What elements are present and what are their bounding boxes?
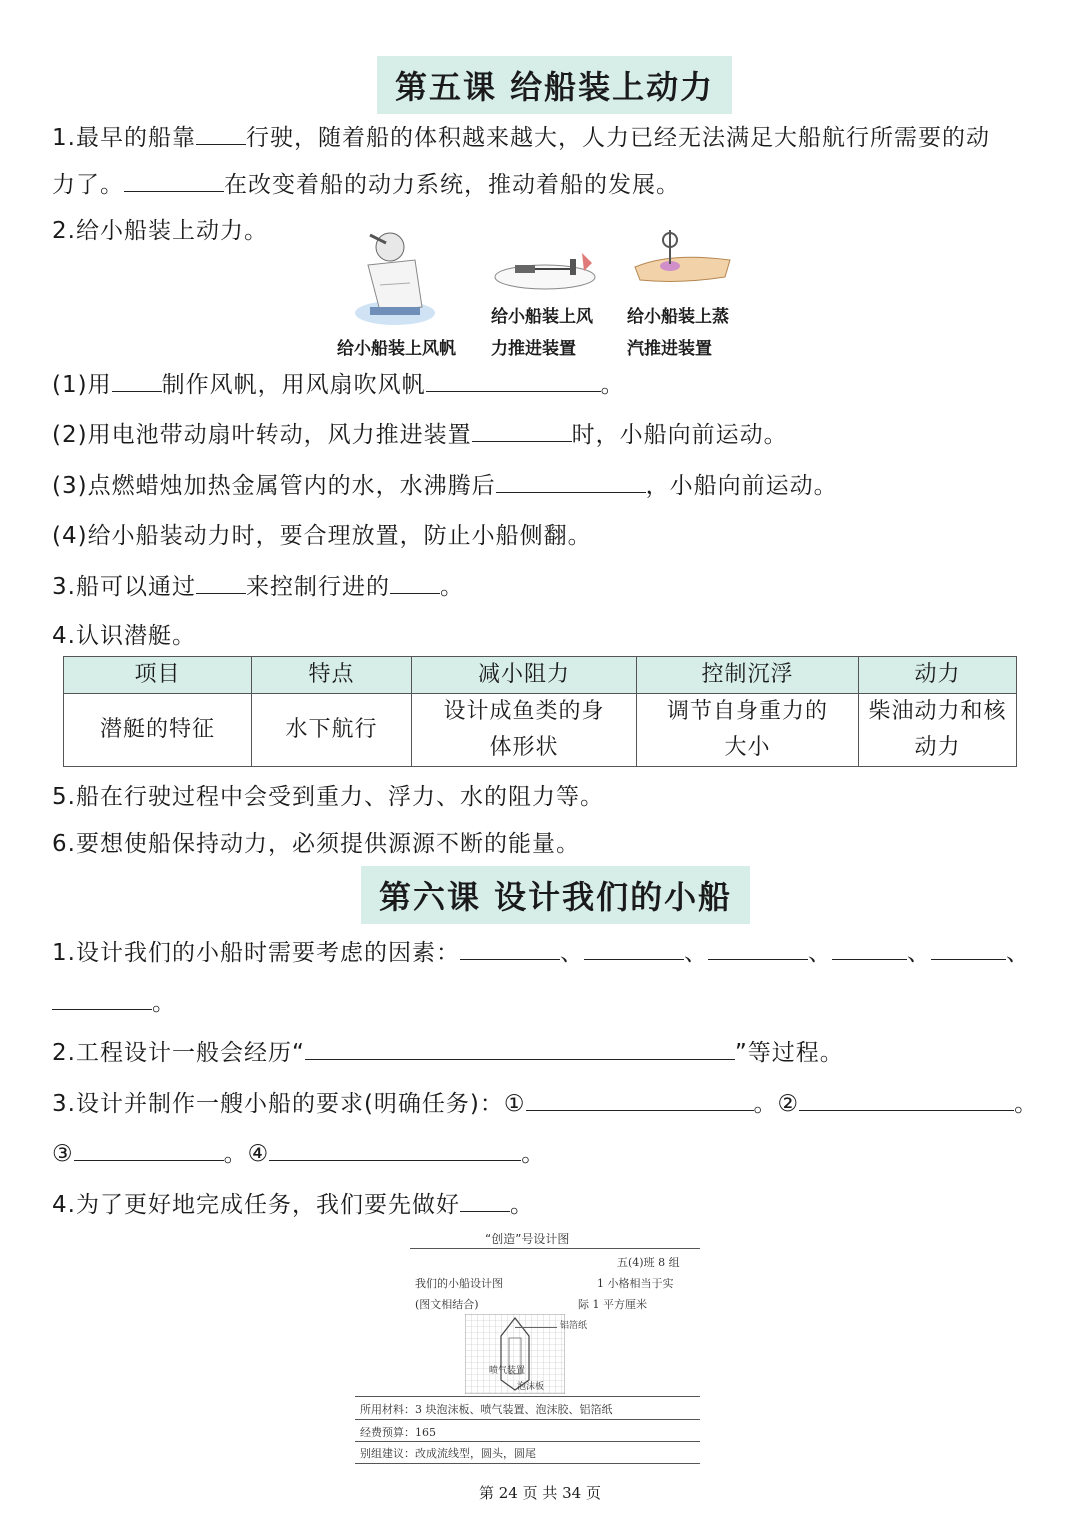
answer-blank[interactable]	[426, 367, 601, 392]
answer-blank[interactable]	[496, 468, 646, 493]
divider	[355, 1396, 700, 1397]
l5-question-2: 2.给小船装上动力。	[52, 218, 268, 244]
design-title: “创造”号设计图	[485, 1232, 570, 1246]
fan-boat-illustration	[490, 245, 605, 295]
l6-question-1-cont: 。	[52, 985, 176, 1020]
table-header-cell: 减小阻力	[412, 657, 637, 694]
submarine-table	[63, 656, 1017, 767]
answer-blank[interactable]	[52, 985, 152, 1010]
l5-sub-1: (1)用 制作风帆，用风扇吹风帆 。	[52, 367, 625, 402]
design-advice: 别组建议：改成流线型，圆头，圆尾	[360, 1447, 536, 1460]
design-right-1: 1 小格相当于实	[597, 1277, 674, 1290]
l5-question-1: 1.最早的船靠 行驶，随着船的体积越来越大，人力已经无法满足大船航行所需要的动	[52, 120, 990, 155]
table-cell: 潜艇的特征	[64, 694, 252, 767]
l6-question-4: 4.为了更好地完成任务，我们要先做好 。	[52, 1187, 534, 1222]
answer-blank[interactable]	[708, 935, 808, 960]
l6-question-2: 2.工程设计一般会经历“ ”等过程。	[52, 1035, 844, 1070]
l5-question-4: 4.认识潜艇。	[52, 623, 196, 649]
label-foil: 铝箔纸	[560, 1321, 588, 1331]
l5-question-6: 6.要想使船保持动力，必须提供源源不断的能量。	[52, 831, 580, 857]
table-header-cell: 特点	[252, 657, 412, 694]
divider	[410, 1248, 700, 1249]
table-cell: 设计成鱼类的身 体形状	[412, 694, 637, 767]
answer-blank[interactable]	[124, 167, 224, 192]
l5-question-5: 5.船在行驶过程中会受到重力、浮力、水的阻力等。	[52, 784, 604, 810]
table-header-cell: 动力	[859, 657, 1017, 694]
lesson6-title: 第六课 设计我们的小船	[361, 866, 750, 924]
l5-question-1-cont: 力了。 在改变着船的动力系统，推动着船的发展。	[52, 167, 680, 202]
answer-blank[interactable]	[269, 1136, 521, 1161]
divider	[355, 1419, 700, 1420]
design-group: 五(4)班 8 组	[617, 1256, 680, 1269]
answer-blank[interactable]	[112, 367, 162, 392]
leader-line	[515, 1327, 557, 1328]
table-cell: 柴油动力和核 动力	[859, 694, 1017, 767]
l6-question-1: 1.设计我们的小船时需要考虑的因素： 、 、 、 、 、	[52, 935, 1030, 970]
page-footer: 第 24 页 共 34 页	[478, 1484, 601, 1502]
answer-blank[interactable]	[460, 1187, 510, 1212]
answer-blank[interactable]	[472, 417, 572, 442]
table-header-cell: 控制沉浮	[637, 657, 859, 694]
l5-sub-3: (3)点燃蜡烛加热金属管内的水，水沸腾后 ，小船向前运动。	[52, 468, 838, 503]
answer-blank[interactable]	[74, 1136, 224, 1161]
l6-question-3: 3.设计并制作一艘小船的要求(明确任务)：① 。② 。	[52, 1086, 1038, 1121]
boat-design-figure	[355, 1228, 700, 1466]
table-row	[64, 694, 1017, 767]
answer-blank[interactable]	[832, 935, 907, 960]
lesson5-title: 第五课 给船装上动力	[377, 56, 732, 114]
design-right-2: 际 1 平方厘米	[578, 1298, 647, 1311]
l5-sub-2: (2)用电池带动扇叶转动，风力推进装置 时，小船向前运动。	[52, 417, 788, 452]
label-jet: 喷气装置	[489, 1366, 526, 1376]
caption-sail: 给小船装上风帆	[337, 339, 456, 359]
answer-blank[interactable]	[584, 935, 684, 960]
steam-boat-illustration	[630, 222, 735, 297]
table-header-row	[64, 657, 1017, 694]
design-budget: 经费预算：165	[360, 1426, 436, 1439]
divider	[355, 1441, 700, 1442]
sail-boat-illustration	[350, 225, 440, 330]
answer-blank[interactable]	[196, 120, 246, 145]
caption-fan-1: 给小船装上风	[491, 307, 593, 327]
design-left-1: 我们的小船设计图	[415, 1277, 503, 1290]
divider	[355, 1463, 700, 1464]
answer-blank[interactable]	[196, 569, 246, 594]
answer-blank[interactable]	[390, 569, 440, 594]
design-materials: 所用材料：3 块泡沫板、喷气装置、泡沫胶、铝箔纸	[360, 1403, 613, 1416]
l5-sub-4: (4)给小船装动力时，要合理放置，防止小船侧翻。	[52, 523, 592, 549]
table-cell: 水下航行	[252, 694, 412, 767]
label-foam: 泡沫板	[517, 1382, 545, 1392]
answer-blank[interactable]	[526, 1086, 754, 1111]
design-left-2: (图文相结合)	[415, 1298, 479, 1311]
answer-blank[interactable]	[931, 935, 1006, 960]
caption-steam-1: 给小船装上蒸	[627, 307, 729, 327]
table-header-cell: 项目	[64, 657, 252, 694]
table-cell: 调节自身重力的 大小	[637, 694, 859, 767]
answer-blank[interactable]	[305, 1035, 735, 1060]
caption-fan-2: 力推进装置	[491, 339, 576, 359]
answer-blank[interactable]	[460, 935, 560, 960]
l5-question-3: 3.船可以通过 来控制行进的 。	[52, 569, 464, 604]
caption-steam-2: 汽推进装置	[627, 339, 712, 359]
answer-blank[interactable]	[799, 1086, 1014, 1111]
l6-question-3-cont: ③ 。④ 。	[52, 1136, 545, 1171]
boat-grid-drawing	[465, 1314, 565, 1394]
